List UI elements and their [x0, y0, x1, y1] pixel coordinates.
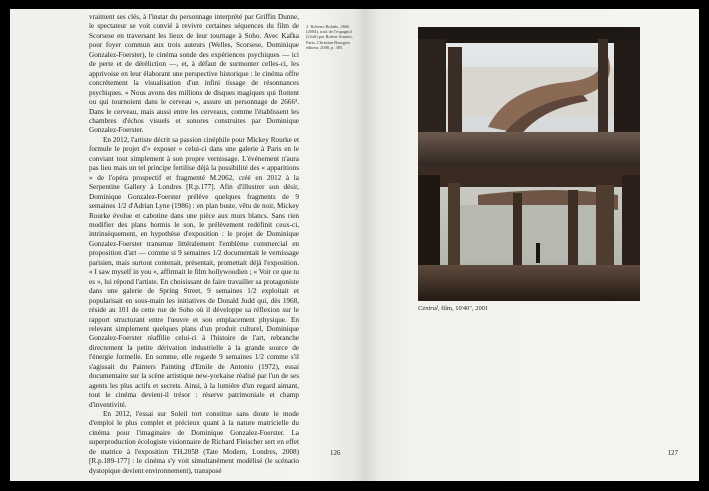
caption-title: Central: [418, 305, 438, 312]
paragraph: En 2012, l'essai sur Soleil tort constitue sans doute le mode d'emploi le plus complet et précieux quant à la nature matricielle du cinéma pour l'imaginaire de Dominique Gonzalez-Foerster. La superproduction écologiste visionnaire de Richard Fleischer sert en effet de matrice à l'exposition TH.2058 (Tate Modern, Londres, 2008) [R.p.189-177] : le cinéma s'y voit simultanément modélisé (le scénario dystopique devient environnement), transposé: [89, 410, 299, 475]
footnote: 3. Roberto Bolaño, 2666 (2004), trad. de l'espagnol (Chili) par Robert Amutio, Paris, Christian Bourgois éditeur, 2008, p. 385.: [306, 24, 353, 50]
paragraph: En 2012, l'artiste décrit sa passion cinéphile pour Mickey Rourke et formule le projet d'« exposer » celui-ci dans une galerie à Paris en le conviant tout simplement à son propre vernissage. L'événement n'aura pas lieu mais un tel principe fertilise déjà la possibilité des « apparitions » de l'opéra prospectif et fragmenté M.2062, créé en 2012 à la Serpentine Gallery à Londres [R.p.177]. Afin d'illustrer son désir, Dominique Gonzalez-Foerster prélève quelques fragments de 9 semaines 1/2 d'Adrian Lyne (1986) : en plan buste, vêtu de noir, Mickey Rourke évolue et cabotine dans une pièce aux murs blancs. Sans rien modifier des plans hormis le son, le prélèvement redéfinit ceux-ci, intrinsèquement, en hypothèse d'exposition : le projet de Dominique Gonzalez-Foerster transmue littéralement l'emblème commercial en proposition d'art — comme si 9 semaines 1/2 documentait le vernissage parisien, mais surtout contenait, présentait, promettait déjà l'exposition. « I saw myself in you », affirmait le film hollywoodien ; « Voir ce que tu es », lui répond l'artiste. En choisissant de faire travailler sa protagoniste dans une galerie de Spring Street, 9 semaines 1/2 exploitait et popularisait en sous-main les initiatives de Donald Judd qui, dès 1968, réside au 101 de cette rue de Soho où il développe sa réflexion sur le rapport structurant entre l'œuvre et son emplacement physique. En relevant simplement quelques plans d'un produit culturel, Dominique Gonzalez-Foerster réaffilie celui-ci à l'histoire de l'art, rebranche directement la petite dérivation industrielle à la grande source de l'énergie formelle. En somme, elle regarde 9 semaines 1/2 comme s'il s'agissait du Painters Painting d'Emile de Antonio (1972), essai documentaire sur la scène artistique new-yorkaise réalisé par l'un de ses agents les plus actifs et secrets. Ainsi, à la lumière d'un regard aimant, tout le cinéma devient-il trésor : réserve patrimoniale et champ d'inventivité.: [89, 135, 299, 409]
photo-caption: [418, 305, 488, 312]
paragraph: vraiment ses clés, à l'instar du personnage interprété par Griffin Dunne, le spectateur se voit convié à revivre certaines séquences du film de Scorsese en traversant les lieux de leur tournage à Soho. Avec Kafka pour foyer commun aux trois auteurs (Welles, Scorsese, Dominique Gonzalez-Foerster), le cinéma sonde des expériences psychiques — ici de perte et de déréliction —, et, à défaut de surmonter celles-ci, les apprivoise en leur élaborant une perspective historique : le cinéma offre concrètement la visualisation d'un infini tissage de résonnances psychiques. « Nous avons des millions de disques magiques qui flottent ou qui tournoient dans le cerveau », assure un personnage de 2666³. Dans le cerveau, mais aussi entre les cerveaux, comme l'établissent les chambres d'échos visuels et sonores construites par Dominique Gonzalez-Foerster.: [89, 13, 299, 135]
page-number-right: 127: [667, 449, 678, 457]
film-still-top: [418, 27, 640, 170]
right-page: [365, 9, 699, 481]
book-spread: [10, 9, 699, 481]
left-page: [10, 9, 365, 481]
body-text: [89, 13, 299, 476]
film-still-bottom: [418, 165, 640, 301]
page-number-left: 126: [330, 449, 341, 457]
caption-details: , film, 10'40", 2001: [437, 305, 489, 312]
